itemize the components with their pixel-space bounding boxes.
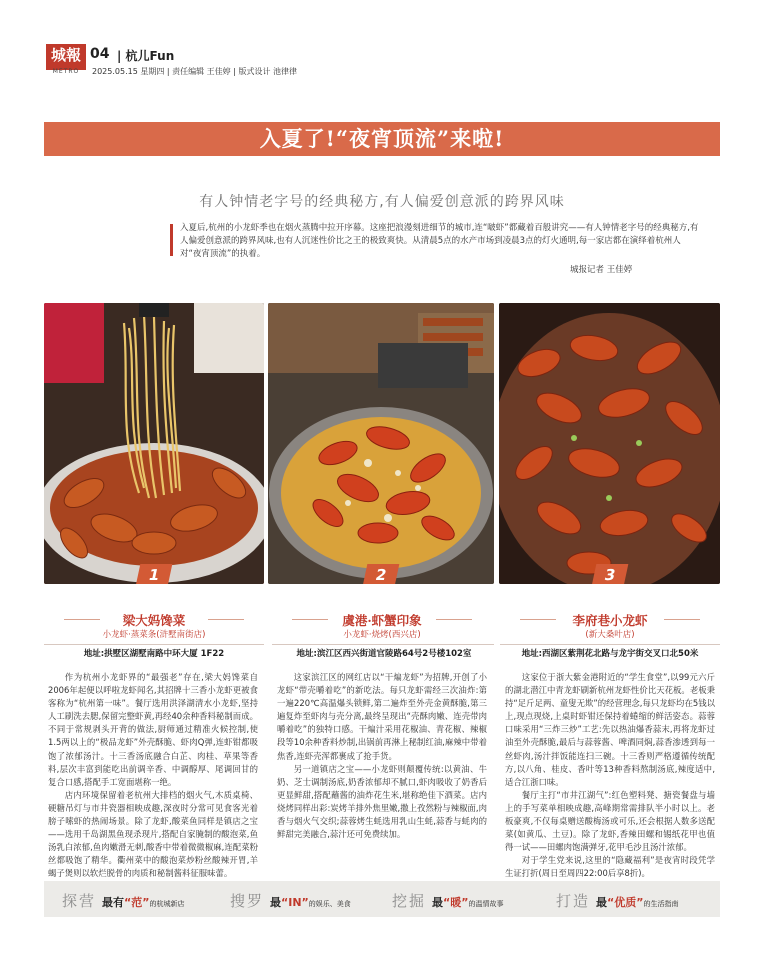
article-paragraph: 作为杭州小龙虾界的“最强老”存在,梁大妈馋菜自2006年起便以呼啦龙虾闻名,其招牌十三香小龙虾更被食客称为“杭州第一味”。餐厅选用洪泽湖清水小龙虾,坚持人工刷洗去腮,保留完整虾黄,再经40余种香料秘制而成。不同于常规剥头开背的做法,厨师通过精准火候控制,使1.5两以上的“极品龙虾”外壳酥脆、虾肉Q弹,连虾钳都吸饱了浓郁汤汁。十三香汤底融合白芷、肉桂、草果等香料,层次丰富到能吃出前调辛香、中调醇厚、尾调回甘的复合口感,搭配手工宽面堪称一绝。 [48,672,258,787]
photo-crayfish-tray [499,303,720,584]
article-paragraph: 对于学生党来说,这里的“隐藏福利”是夜宵时段凭学生证打折(周日至周四22:00后享8折)。 [505,855,715,879]
footer-pre: 最有 [102,896,125,909]
shop-address: 地址:西湖区紫荆花北路与龙宇街交叉口北50米 [521,649,699,659]
footer-verb: 打造 [556,892,591,910]
shop-address: 地址:拱墅区湖墅南路中环大厦 1F22 [83,649,225,659]
address-divider [500,644,720,645]
address-divider [272,644,494,645]
article-paragraph: 另一道镇店之宝——小龙虾则颠覆传统:以黄油、牛奶、芝士调制汤底,奶香浓郁却不腻口,虾肉吸收了奶香后更显鲜甜,搭配蘸酱的油炸花生米,堪称绝佳下酒菜。店内烧烤同样出彩:炭烤羊排外焦里嫩,撒上孜然粉与辣椒面,肉香与烟火气交织;蒜蓉烤生蚝选用乳山生蚝,蒜香与蚝肉的鲜甜完美融合,蒜汁还可免费续加。 [277,763,487,840]
footer-slogan [556,890,678,911]
section-name: | 杭儿Fun [117,49,175,63]
article-subtitle: 有人钟情老字号的经典秘方,有人偏爱创意派的跨界风味 [199,194,565,210]
photo-crayfish-pot [268,303,494,584]
page-title: 入夏了!“夜宵顶流”来啦! [259,126,505,151]
article-paragraph: 餐厅主打“市井江湖气”:红色塑料凳、搪瓷餐盘与墙上的手写菜单相映成趣,高峰期常需排队半小时以上。老板豪爽,不仅每桌赠送酸梅汤或可乐,还会根据人数多送配菜(如黄瓜、土豆)。除了龙虾,香辣田螺和锡纸花甲也值得一试——田螺肉饱满弹牙,花甲毛沙且汤汁浓郁。 [505,789,715,853]
footer-verb: 搜罗 [230,892,265,910]
photo-number-badge: 3 [591,564,628,584]
article-column-3 [505,671,715,881]
crayfish-pot-illustration [268,303,494,584]
photo-number-badge: 1 [136,564,173,584]
shop-subtitle: 小龙虾·蒸菜条(浒墅南街店) [102,630,206,640]
footer-verb: 探营 [62,892,97,910]
article-paragraph: 这家位于浙大紫金港附近的“学生食堂”,以99元六斤的湖北潜江中青龙虾刷新杭州龙虾性价比天花板。老板秉持“足斤足两、童叟无欺”的经营理念,每只龙虾均在5钱以上,现点现烧,上桌时虾钳还保持着蜷缩的鲜活姿态。蒜蓉口味采用“三炸三炒”工艺:先以热油爆香蒜末,再将龙虾过油至外壳酥脆,最后与蒜蓉酱、啤酒同焖,蒜香渗透到每一丝虾肉,汤汁拌饭能连扫三碗。十三香则严格遵循传统配方,以八角、桂皮、香叶等13种香料熬制汤底,辣度适中,适合江浙口味。 [505,672,715,787]
footer-post: 的生活指南 [643,900,679,908]
title-banner [44,122,720,156]
footer-quote: “优质” [607,896,644,909]
footer-quote: “IN” [281,896,309,909]
footer-pre: 最 [270,896,282,909]
address-divider [44,644,264,645]
shop-name: 梁大妈馋菜 [122,613,186,628]
page-number: 04 [90,46,110,62]
footer-post: 的娱乐、美食 [308,900,351,908]
article-column-1 [48,671,258,881]
issue-meta: 2025.05.15 星期四 | 责任编辑 王佳婷 | 版式设计 池律律 [92,67,297,76]
footer-slogan [230,890,351,911]
newspaper-logo-sub: METRO [52,68,80,75]
footer-pre: 最 [596,896,608,909]
photo-crayfish-noodles [44,303,264,584]
article-column-2 [277,671,487,841]
shop-name: 李府巷小龙虾 [572,613,648,628]
intro-accent-bar [170,224,173,256]
article-paragraph: 店内环境保留着老杭州大排档的烟火气,木质桌椅、硬糖吊灯与市井瓷器相映成趣,深夜时分常可见食客光着膀子嗦虾的热闹场景。除了龙虾,酸菜鱼同样是镇店之宝——选用千岛湖黑鱼现杀现片,搭配自家腌制的酸泡菜,鱼汤乳白浓郁,鱼肉嫩滑无刺,酸香中带着微微椒麻,连配菜粉丝都吸饱了精华。衢州菜中的酸泡菜炒粉丝酸辣开胃,羊蝎子煲则以软烂脱骨的肉质和秘制酱料征服味蕾。 [48,789,258,879]
byline: 城报记者 王佳婷 [570,265,633,275]
newspaper-logo: 城報 [46,44,86,70]
footer-verb: 挖掘 [392,892,427,910]
crayfish-tray-illustration [499,303,720,584]
footer-slogan [392,890,503,911]
article-intro: 入夏后,杭州的小龙虾季也在烟火蒸腾中拉开序幕。这座把浪漫刻进细节的城市,连“啵虾”都藏着百般讲究——有人钟情老字号的经典秘方,有人偏爱创意派的跨界风味,也有人沉迷性价比之王的极致爽快。从清晨5点的水产市场到凌晨3点的灯火通明,每一家店都在演绎着杭州人对“夜宵顶流”的执着。 [180,223,699,259]
footer-post: 的温情故事 [468,900,504,908]
shop-subtitle: 小龙虾·烧烤(西兴店) [343,630,421,640]
article-paragraph: 这家滨江区的网红店以“干煸龙虾”为招牌,开创了小龙虾“带壳嚼着吃”的新吃法。每只龙虾需经三次油炸:第一遍220℃高温爆头锁鲜,第二遍炸至外壳金黄酥脆,第三遍复炸至虾肉与壳分离,最终呈现出“壳酥肉嫩、连壳带肉嚼着吃”的独特口感。干煸汁采用花椒油、青花椒、辣椒段等10余种香料炒制,出锅前再淋上秘制红油,麻辣中带着焦香,连虾壳浑都裹成了抢手货。 [277,672,487,761]
footer-quote: “范” [124,896,150,909]
shop-address: 地址:滨江区西兴街道官陵路64号2号楼102室 [296,649,472,659]
crayfish-noodles-illustration [44,303,264,584]
footer-pre: 最 [432,896,444,909]
footer-quote: “暖” [443,896,469,909]
shop-name: 虞港·虾蟹印象 [342,613,422,628]
footer-post: 的杭城新店 [149,900,185,908]
photo-number-badge: 2 [363,564,400,584]
footer-slogan [62,890,184,911]
shop-subtitle: (新大桑叶店) [585,630,635,640]
